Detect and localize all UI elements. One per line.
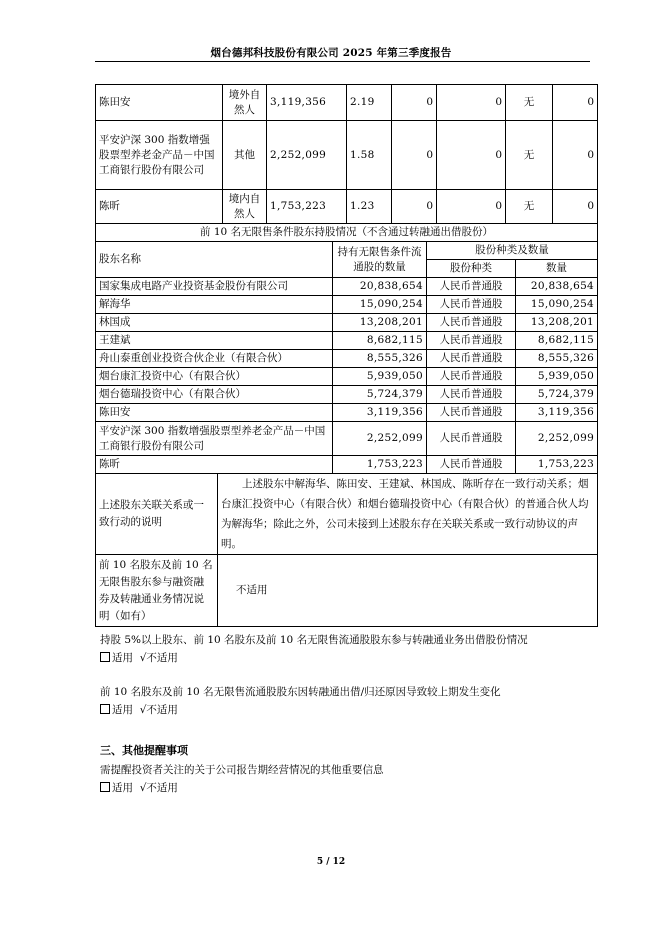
option-row [100, 649, 528, 667]
cell-value: 0 [392, 121, 437, 190]
table-row [96, 296, 598, 314]
share-qty: 13,208,201 [516, 314, 598, 332]
option-not-apply: √不适用 [139, 704, 178, 716]
shares-held: 3,119,356 [333, 404, 427, 422]
share-type: 人民币普通股 [427, 456, 516, 474]
table-row [96, 456, 598, 474]
share-qty: 8,682,115 [516, 332, 598, 350]
shares-held: 5,724,379 [333, 386, 427, 404]
option-apply: 适用 [112, 652, 133, 664]
relation-label: 上述股东关联关系或一致行动的说明 [96, 474, 218, 555]
column-header-type-group: 股份种类及数量 [427, 242, 598, 260]
pledge-status: 无 [506, 85, 553, 121]
holding-ratio: 1.58 [347, 121, 392, 190]
shares-held: 13,208,201 [333, 314, 427, 332]
table-row [96, 368, 598, 386]
page-number: 5 / 12 [316, 857, 346, 867]
shareholder-nature: 其他 [223, 121, 267, 190]
share-type: 人民币普通股 [427, 314, 516, 332]
share-qty: 2,252,099 [516, 422, 598, 456]
table-row [96, 386, 598, 404]
share-type: 人民币普通股 [427, 350, 516, 368]
table-row [96, 350, 598, 368]
option-row [100, 701, 501, 719]
shareholder-name: 陈田安 [96, 85, 223, 121]
shares-held: 15,090,254 [333, 296, 427, 314]
shareholder-name: 烟台康汇投资中心（有限合伙） [96, 368, 333, 386]
para-other-reminders [100, 761, 384, 797]
checkbox-icon [100, 652, 110, 662]
table-row [96, 314, 598, 332]
column-header-qty: 数量 [516, 260, 598, 278]
shares-held: 3,119,356 [267, 85, 347, 121]
shareholder-name: 陈田安 [96, 404, 333, 422]
table-row [96, 85, 598, 121]
share-qty: 3,119,356 [516, 404, 598, 422]
share-qty: 5,939,050 [516, 368, 598, 386]
margin-label: 前 10 名股东及前 10 名无限售股东参与融资融券及转融通业务情况说明（如有） [96, 555, 218, 627]
shares-held: 1,753,223 [333, 456, 427, 474]
shareholder-name: 陈昕 [96, 190, 223, 224]
section-title: 三、其他提醒事项 [100, 744, 188, 757]
share-type: 人民币普通股 [427, 368, 516, 386]
cell-value: 0 [437, 85, 506, 121]
shareholder-name: 陈昕 [96, 456, 333, 474]
cell-value: 0 [553, 121, 598, 190]
option-not-apply: √不适用 [139, 782, 178, 794]
holding-ratio: 1.23 [347, 190, 392, 224]
cell-value: 0 [553, 85, 598, 121]
share-qty: 5,724,379 [516, 386, 598, 404]
shares-held: 5,939,050 [333, 368, 427, 386]
shareholder-name: 平安沪深 300 指数增强股票型养老金产品－中国工商银行股份有限公司 [96, 422, 333, 456]
share-qty: 1,753,223 [516, 456, 598, 474]
share-type: 人民币普通股 [427, 422, 516, 456]
shareholder-nature: 境内自然人 [223, 190, 267, 224]
shares-held: 2,252,099 [267, 121, 347, 190]
column-header-shares: 持有无限售条件流通股的数量 [333, 242, 427, 278]
margin-row [96, 555, 598, 627]
shares-held: 8,555,326 [333, 350, 427, 368]
shareholder-name: 国家集成电路产业投资基金股份有限公司 [96, 278, 333, 296]
table-row [96, 278, 598, 296]
share-type: 人民币普通股 [427, 296, 516, 314]
table-row [96, 404, 598, 422]
share-qty: 8,555,326 [516, 350, 598, 368]
para-text: 前 10 名股东及前 10 名无限售流通股股东因转融通出借/归还原因导致较上期发生变化 [100, 686, 501, 698]
shareholder-name: 舟山泰重创业投资合伙企业（有限合伙） [96, 350, 333, 368]
para-text: 需提醒投资者关注的关于公司报告期经营情况的其他重要信息 [100, 764, 384, 776]
table-row [96, 332, 598, 350]
shareholder-name: 解海华 [96, 296, 333, 314]
shares-held: 8,682,115 [333, 332, 427, 350]
shares-held: 20,838,654 [333, 278, 427, 296]
column-header-type: 股份种类 [427, 260, 516, 278]
relation-text: 上述股东中解海华、陈田安、王建斌、林国成、陈昕存在一致行动关系；烟台康汇投资中心（有限合伙）和烟台德瑞投资中心（有限合伙）的普通合伙人均为解海华；除此之外，公司未接到上述股东存在关联关系或一致行动协议的声明。 [218, 474, 598, 555]
para-text: 持股 5%以上股东、前 10 名股东及前 10 名无限售流通股股东参与转融通业务出借股份情况 [100, 634, 528, 646]
option-row [100, 779, 384, 797]
header-divider [95, 61, 590, 62]
holding-ratio: 2.19 [347, 85, 392, 121]
shares-held: 2,252,099 [333, 422, 427, 456]
checkbox-icon [100, 704, 110, 714]
table-title: 前 10 名无限售条件股东持股情况（不含通过转融通出借股份） [96, 224, 598, 242]
cell-value: 0 [392, 85, 437, 121]
table-row [96, 121, 598, 190]
shareholder-name: 王建斌 [96, 332, 333, 350]
checkbox-icon [100, 782, 110, 792]
cell-value: 0 [553, 190, 598, 224]
top-shareholders-table-continued [95, 84, 598, 224]
cell-value: 0 [437, 190, 506, 224]
share-type: 人民币普通股 [427, 404, 516, 422]
shareholder-name: 林国成 [96, 314, 333, 332]
share-qty: 15,090,254 [516, 296, 598, 314]
para-lending-change [100, 683, 501, 719]
top10-unrestricted-table [95, 223, 598, 627]
share-type: 人民币普通股 [427, 332, 516, 350]
column-header-name: 股东名称 [96, 242, 333, 278]
shareholder-name: 烟台德瑞投资中心（有限合伙） [96, 386, 333, 404]
report-header: 烟台德邦科技股份有限公司 2025 年第三季度报告 [210, 47, 452, 59]
share-type: 人民币普通股 [427, 386, 516, 404]
share-type: 人民币普通股 [427, 278, 516, 296]
margin-text: 不适用 [218, 555, 598, 627]
option-apply: 适用 [112, 704, 133, 716]
shares-held: 1,753,223 [267, 190, 347, 224]
shareholder-nature: 境外自然人 [223, 85, 267, 121]
option-apply: 适用 [112, 782, 133, 794]
table-row [96, 422, 598, 456]
cell-value: 0 [437, 121, 506, 190]
pledge-status: 无 [506, 121, 553, 190]
relation-row [96, 474, 598, 555]
table-row [96, 190, 598, 224]
para-securities-lending [100, 631, 528, 667]
pledge-status: 无 [506, 190, 553, 224]
cell-value: 0 [392, 190, 437, 224]
option-not-apply: √不适用 [139, 652, 178, 664]
share-qty: 20,838,654 [516, 278, 598, 296]
shareholder-name: 平安沪深 300 指数增强股票型养老金产品－中国工商银行股份有限公司 [96, 121, 223, 190]
